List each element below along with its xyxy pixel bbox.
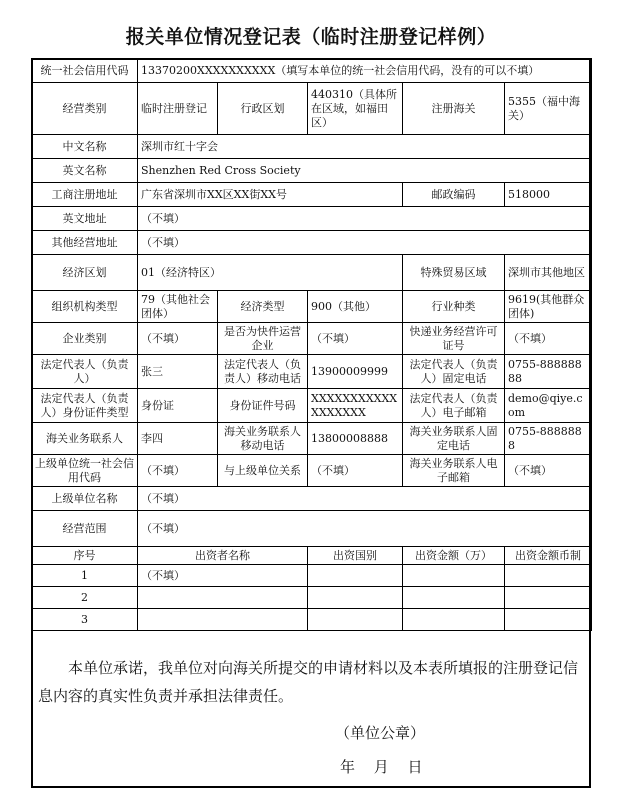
special-trade-zone-value: 深圳市其他地区: [505, 255, 592, 291]
contact-mobile-label: 海关业务联系人移动电话: [218, 423, 308, 455]
header-investor-country: 出资国别: [308, 547, 403, 565]
registered-address-value: 广东省深圳市XX区XX街XX号: [138, 183, 403, 207]
english-name-value: Shenzhen Red Cross Society: [138, 159, 592, 183]
economic-type-value: 900（其他）: [308, 291, 403, 323]
company-seal-label: （单位公章）: [335, 724, 426, 742]
id-number-value: XXXXXXXXXXXXXXXXXX: [308, 389, 403, 423]
express-permit-value: （不填）: [505, 323, 592, 355]
registered-address-label: 工商注册地址: [32, 183, 138, 207]
credit-code-label: 统一社会信用代码: [32, 59, 138, 83]
express-permit-label: 快递业务经营许可证号: [403, 323, 505, 355]
legal-rep-phone-value: 0755-88888888: [505, 355, 592, 389]
postal-code-value: 518000: [505, 183, 592, 207]
contact-mobile-value: 13800008888: [308, 423, 403, 455]
economic-type-label: 经济类型: [218, 291, 308, 323]
investor-name: （不填）: [138, 565, 308, 587]
legal-rep-email-label: 法定代表人（负责人）电子邮箱: [403, 389, 505, 423]
industry-label: 行业种类: [403, 291, 505, 323]
business-scope-label: 经营范围: [32, 511, 138, 547]
special-trade-zone-label: 特殊贸易区域: [403, 255, 505, 291]
header-seq: 序号: [32, 547, 138, 565]
header-investment-currency: 出资金额币制: [505, 547, 592, 565]
legal-rep-value: 张三: [138, 355, 218, 389]
legal-rep-mobile-label: 法定代表人（负责人）移动电话: [218, 355, 308, 389]
parent-relation-value: （不填）: [308, 455, 403, 487]
contact-email-label: 海关业务联系人电子邮箱: [403, 455, 505, 487]
express-operator-value: （不填）: [308, 323, 403, 355]
parent-name-value: （不填）: [138, 487, 592, 511]
business-type-value: 临时注册登记: [138, 83, 218, 135]
chinese-name-value: 深圳市红十字会: [138, 135, 592, 159]
business-scope-value: （不填）: [138, 511, 592, 547]
contact-phone-label: 海关业务联系人固定电话: [403, 423, 505, 455]
parent-credit-code-label: 上级单位统一社会信用代码: [32, 455, 138, 487]
customs-value: 5355（福中海关）: [505, 83, 592, 135]
english-name-label: 英文名称: [32, 159, 138, 183]
express-operator-label: 是否为快件运营企业: [218, 323, 308, 355]
postal-code-label: 邮政编码: [403, 183, 505, 207]
header-investment-amount: 出资金额（万）: [403, 547, 505, 565]
district-value: 440310（具体所在区域，如福田区）: [308, 83, 403, 135]
customs-contact-value: 李四: [138, 423, 218, 455]
english-address-value: （不填）: [138, 207, 592, 231]
contact-email-value: （不填）: [505, 455, 592, 487]
parent-credit-code-value: （不填）: [138, 455, 218, 487]
chinese-name-label: 中文名称: [32, 135, 138, 159]
economic-zone-value: 01（经济特区）: [138, 255, 403, 291]
contact-phone-value: 0755-8888888: [505, 423, 592, 455]
other-address-label: 其他经营地址: [32, 231, 138, 255]
parent-relation-label: 与上级单位关系: [218, 455, 308, 487]
investor-seq: 2: [32, 587, 138, 609]
legal-rep-email-value: demo@qiye.com: [505, 389, 592, 423]
form-title: 报关单位情况登记表（临时注册登记样例）: [125, 26, 497, 48]
customs-label: 注册海关: [403, 83, 505, 135]
business-type-label: 经营类别: [32, 83, 138, 135]
org-type-label: 组织机构类型: [32, 291, 138, 323]
english-address-label: 英文地址: [32, 207, 138, 231]
org-type-value: 79（其他社会团体）: [138, 291, 218, 323]
declaration-text: 本单位承诺，我单位对向海关所提交的申请材料以及本表所填报的注册登记信息内容的真实性负责并承担法律责任。: [38, 659, 579, 705]
investor-seq: 1: [32, 565, 138, 587]
enterprise-category-value: （不填）: [138, 323, 218, 355]
investor-seq: 3: [32, 609, 138, 631]
date-line: 年 月 日: [340, 758, 423, 776]
header-investor-name: 出资者名称: [138, 547, 308, 565]
industry-value: 9619(其他群众团体): [505, 291, 592, 323]
district-label: 行政区划: [218, 83, 308, 135]
legal-rep-mobile-value: 13900009999: [308, 355, 403, 389]
parent-name-label: 上级单位名称: [32, 487, 138, 511]
credit-code-value: 13370200XXXXXXXXXX（填写本单位的统一社会信用代码，没有的可以不填）: [138, 59, 592, 83]
legal-rep-phone-label: 法定代表人（负责人）固定电话: [403, 355, 505, 389]
id-number-label: 身份证件号码: [218, 389, 308, 423]
legal-rep-label: 法定代表人（负责人）: [32, 355, 138, 389]
customs-contact-label: 海关业务联系人: [32, 423, 138, 455]
legal-id-type-value: 身份证: [138, 389, 218, 423]
legal-id-type-label: 法定代表人（负责人）身份证件类型: [32, 389, 138, 423]
other-address-value: （不填）: [138, 231, 592, 255]
enterprise-category-label: 企业类别: [32, 323, 138, 355]
economic-zone-label: 经济区划: [32, 255, 138, 291]
